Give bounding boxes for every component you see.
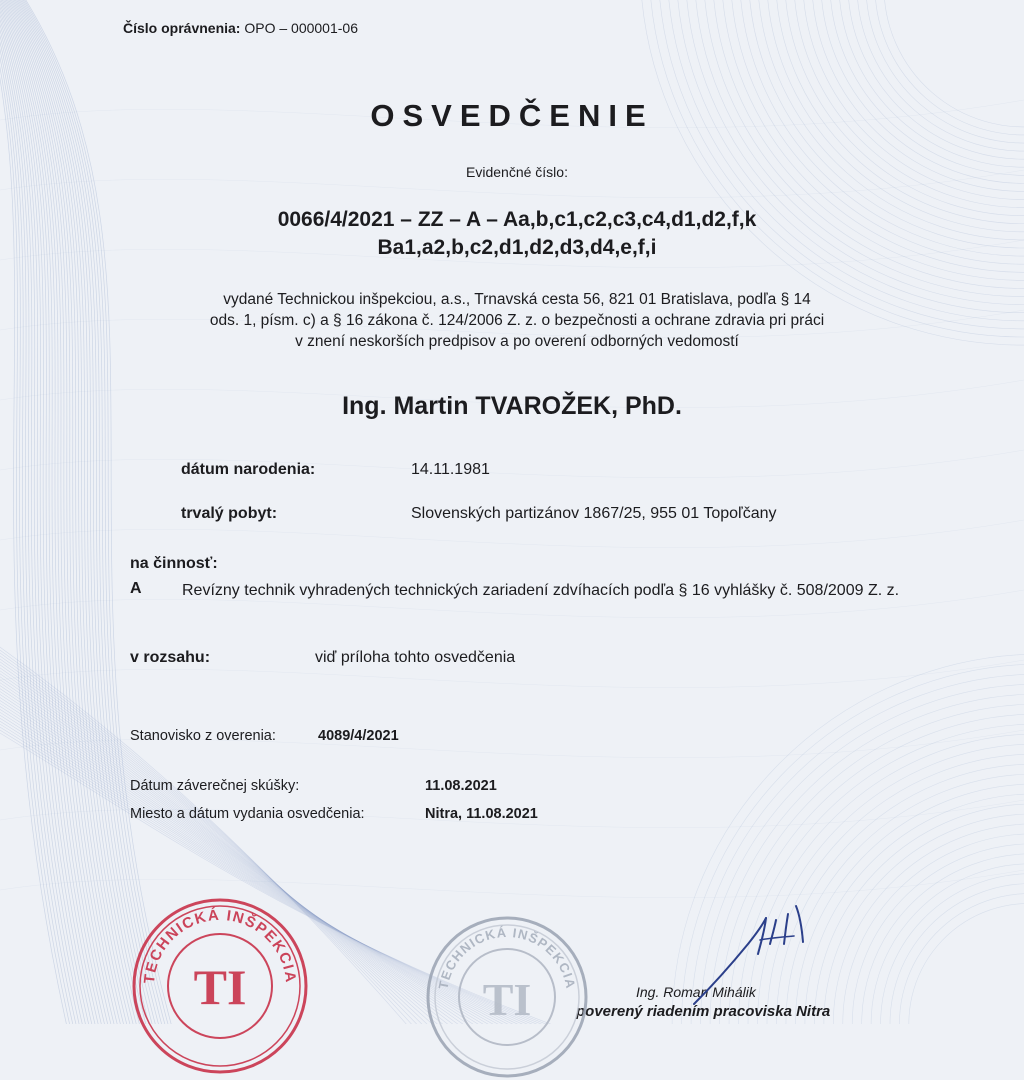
activity-label: na činnosť: (130, 555, 218, 572)
permit-number (123, 20, 358, 36)
embossed-seal (425, 915, 590, 1080)
opinion-value: 4089/4/2021 (318, 728, 399, 744)
svg-text:TECHNICKÁ INŠPEKCIA: TECHNICKÁ INŠPEKCIA (435, 924, 579, 991)
activity-text: Revízny technik vyhradených technických zariadení zdvíhacích podľa § 16 vyhlášky č. 508/2009 Z. z. (182, 582, 900, 599)
residence-label: trvalý pobyt: (181, 505, 278, 522)
birth-date-value: 14.11.1981 (411, 461, 490, 478)
issued-by-line-2: ods. 1, písm. c) a § 16 zákona č. 124/2006 Z. z. o bezpečnosti a ochrane zdravia pri práci (209, 312, 825, 329)
residence-value: Slovenských partizánov 1867/25, 955 01 Topoľčany (411, 505, 777, 522)
issue-place-date-label: Miesto a dátum vydania osvedčenia: (130, 806, 365, 822)
issued-by-line-3: v znení neskorších predpisov a po overení odborných vedomostí (295, 333, 739, 350)
evidence-label: Evidenčné číslo: (466, 164, 568, 180)
scope-value: viď príloha tohto osvedčenia (315, 649, 516, 666)
holder-name: Ing. Martin TVAROŽEK, PhD. (342, 392, 682, 420)
exam-date-label: Dátum záverečnej skúšky: (130, 778, 300, 794)
handwritten-signature (690, 900, 830, 1010)
permit-label: Číslo oprávnenia: (123, 20, 241, 36)
birth-date-label: dátum narodenia: (181, 461, 316, 478)
document-title: OSVEDČENIE (370, 98, 654, 133)
issued-by-line-1: vydané Technickou inšpekciou, a.s., Trnavská cesta 56, 821 01 Bratislava, podľa § 14 (223, 291, 811, 308)
scope-label: v rozsahu: (130, 649, 211, 666)
svg-text:TI: TI (193, 959, 247, 1015)
signatory-role: poverený riadením pracoviska Nitra (576, 1003, 831, 1020)
permit-value: OPO – 000001-06 (244, 20, 358, 36)
activity-code: A (130, 580, 142, 597)
opinion-label: Stanovisko z overenia: (130, 728, 276, 744)
red-stamp-seal (130, 896, 310, 1076)
evidence-number (0, 206, 1024, 262)
evidence-line-2: Ba1,a2,b,c2,d1,d2,d3,d4,e,f,i (377, 236, 657, 259)
exam-date-value: 11.08.2021 (425, 778, 497, 794)
issue-place-date-value: Nitra, 11.08.2021 (425, 806, 538, 822)
svg-text:TECHNICKÁ INŠPEKCIA: TECHNICKÁ INŠPEKCIA (140, 906, 300, 985)
issued-by-paragraph (0, 289, 1024, 352)
signatory-name: Ing. Roman Mihálik (636, 984, 756, 1000)
svg-text:TI: TI (482, 974, 532, 1025)
evidence-line-1: 0066/4/2021 – ZZ – A – Aa,b,c1,c2,c3,c4,d1,d2,f,k (277, 208, 757, 231)
